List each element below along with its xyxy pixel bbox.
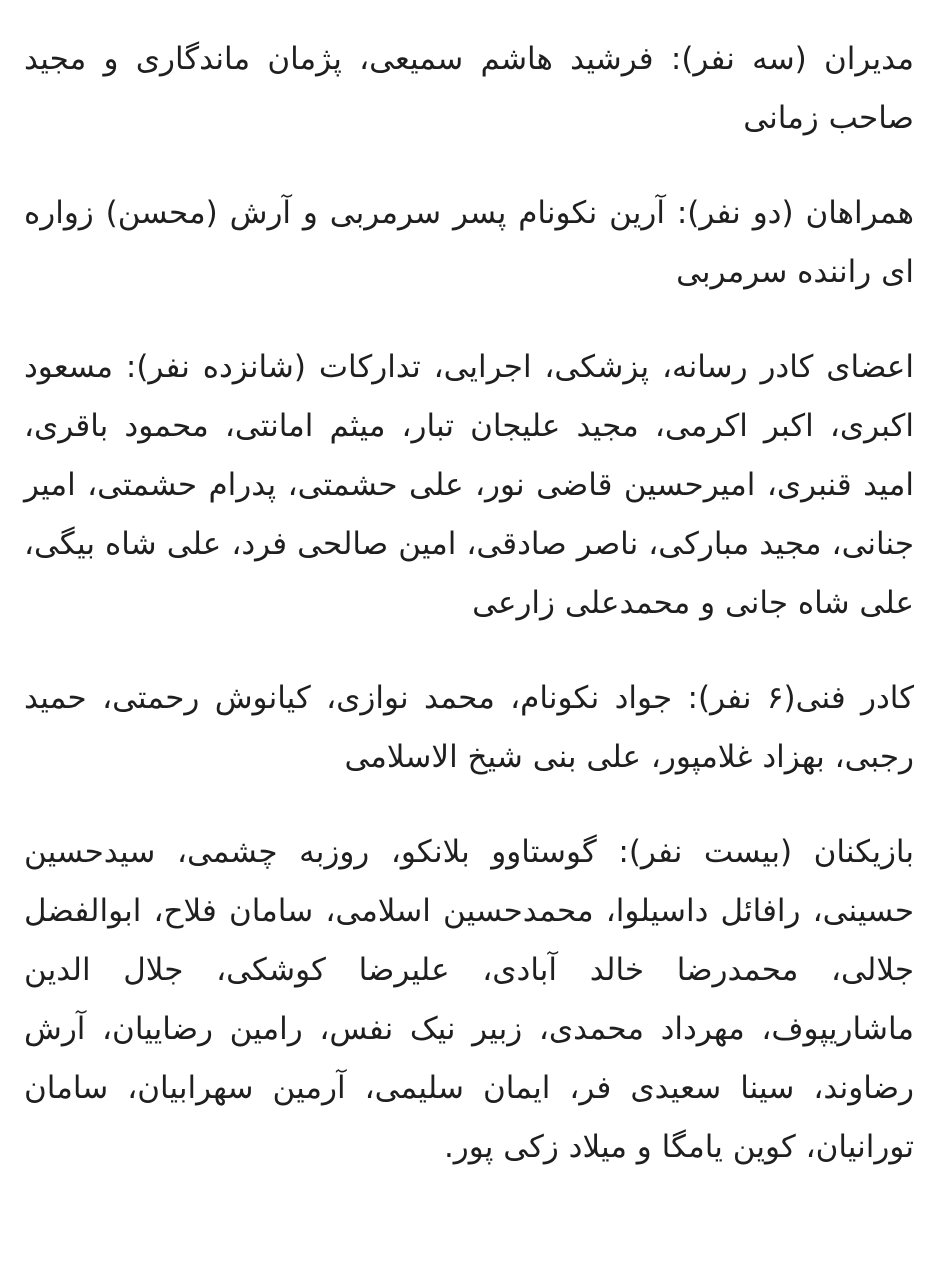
companions-paragraph: همراهان (دو نفر): آرین نکونام پسر سرمربی و آرش (محسن) زواره ای راننده سرمربی (24, 195, 914, 290)
staff-paragraph: اعضای کادر رسانه، پزشکی، اجرایی، تدارکات (شانزده نفر): مسعود اکبری، اکبر اکرمی، مجید علیجان تبار، میثم امانتی، محمود باقری، امید قنبری، امیرحسین قاضی نور، علی حشمتی، پدرام حشمتی، امیر جنانی، مجید مبارکی، ناصر صادقی، امین صالحی فرد، علی شاه بیگی، علی شاه جانی و محمدعلی زارعی (24, 349, 914, 621)
technical-staff-paragraph: کادر فنی(۶ نفر): جواد نکونام، محمد نوازی، کیانوش رحمتی، حمید رجبی، بهزاد غلامپور، علی بنی شیخ الاسلامی (24, 680, 914, 775)
managers-paragraph: مدیران (سه نفر): فرشید هاشم سمیعی، پژمان ماندگاری و مجید صاحب زمانی (24, 41, 914, 136)
players-paragraph: بازیکنان (بیست نفر): گوستاوو بلانکو، روزبه چشمی، سیدحسین حسینی، رافائل داسیلوا، محمدحسین اسلامی، سامان فلاح، ابوالفضل جلالی، محمدرضا خالد آبادی، علیرضا کوشکی، جلال الدین ماشاریپوف، مهرداد محمدی، زبیر نیک نفس، رامین رضاییان، آرش رضاوند، سینا سعیدی فر، ایمان سلیمی، آرمین سهرابیان، سامان تورانیان، کوین یامگا و میلاد زکی پور. (24, 834, 914, 1165)
